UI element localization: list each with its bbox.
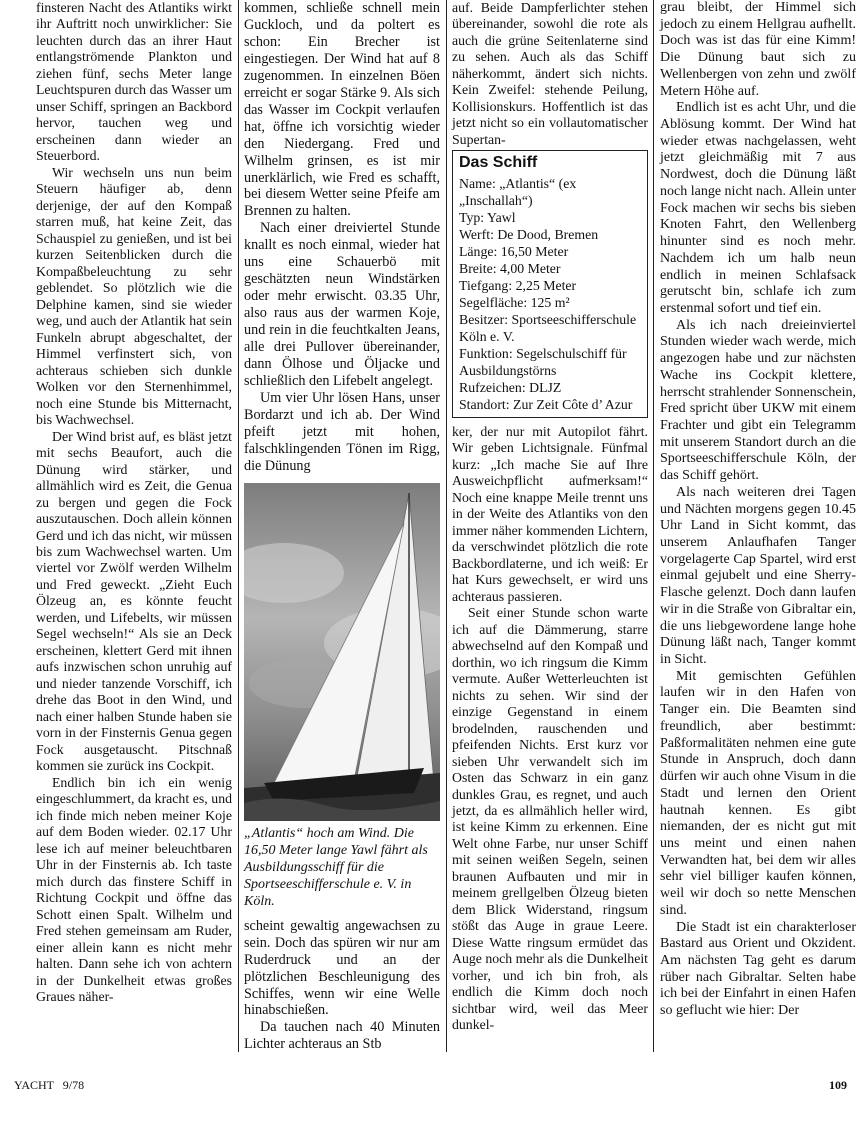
paragraph: Der Wind brist auf, es bläst jetzt mit sechs Beaufort, auch die Dünung wird stärker, und allmählich wird es Zeit, die Genua zu bergen und gegen die Fock auszutauschen. Doch allein können Gerd und ich das nicht, wir müssen bis zum Wachwechsel warten. Um viertel vor Zwölf werden Wilhelm und Fred geweckt. „Zieht Euch Ölzeug an, es könnte feucht werden, und Lifebelts, wir müssen Segel wechseln!“ Als sie an Deck erscheinen, klettert Gerd mit ihnen aufs inzwischen schon unruhig auf und nieder tanzende Vorschiff, ich drehe das Boot in den Wind, und nach einer halben Stunde haben sie vorn in der Finsternis Genua gegen Fock ausgetauscht. Pitschnaß kommen sie zurück ins Cockpit. [36,428,232,774]
column-rule [238,0,239,1052]
paragraph: ker, der nur mit Autopilot fährt. Wir geben Lichtsignale. Fünfmal kurz: „Ich mache Sie auf Ihre Ausweichpflicht aufmerksam!“ Noch eine knappe Meile trennt uns in der Weite des Atlantiks von den immer näher kommenden Lichtern, da verschwindet plötzlich die rote Backbordlaterne, und ich weiß: Er hat Kurs gewechselt, er wird uns achteraus passieren. [452,423,648,604]
issue-number: 9/78 [62,1078,85,1092]
paragraph: Nach einer dreiviertel Stunde knallt es noch einmal, wieder hat uns eine Schauerbö mit geschätzten neun Windstärken oder mehr erwischt. 03.35 Uhr, also raus aus der warmen Koje, und rein in die feuchtkalten Jeans, alle drei Pullover übereinander, dann Ölhose und Öljacke und schließlich den Lifebelt angelegt. [244,220,440,389]
paragraph: Endlich bin ich ein wenig eingeschlummert, da kracht es, und ich finde mich neben meiner Koje auf dem Boden wieder. 02.17 Uhr lese ich auf meiner beleuchtbaren Uhr in der Finsternis ab. Ich taste mich durch das finstere Schiff in Richtung Cockpit und öffne das Schott einen Spalt. Wilhelm und Fred stehen gemeinsam am Ruder, einer allein kann es nicht mehr halten. Dann sehe ich von achtern in der Dunkelheit etwas großes Graues näher- [36,774,232,1005]
info-box-title: Das Schiff [459,154,538,172]
column-rule [653,0,654,1052]
info-line: Tiefgang: 2,25 Meter [459,277,577,293]
article-column-1 [36,0,232,1006]
footer-magazine [14,1078,84,1093]
sailboat-photo [244,483,440,821]
paragraph: Als ich nach dreieinviertel Stunden wieder wach werde, mich angezogen habe und zur nächsten Wache ins Cockpit klettere, herrscht strahlender Sonnenschein, Fred spricht über UKW mit einem Frachter und gibt ein Telegramm mit unserem Standort durch an die Sportseeschifferschule Köln, der das Schiff gehört. [660,317,856,484]
article-column-4 [660,0,856,1020]
paragraph: Seit einer Stunde schon warte ich auf die Dämmerung, starre abwechselnd auf den Kompaß und dorthin, wo ich ringsum die Kimm vermute. Außer Wetterleuchten ist nichts zu sehen. Wir sind der einzige Gegenstand in einem brodelnden, rauschenden und pfeifenden Nichts. Erst kurz vor sieben Uhr verwandelt sich im Osten das Schwarz in ein ganz dunkles Grau, es regnet, und auch jetzt, da es allmählich heller wird, ist keine Kimm zu erkennen. Eine Welt ohne Farbe, nur unser Schiff mit seinen weißen Segeln, seinen braunen Aufbauten und mir in meinem grellgelben Ölzeug bieten dem Blick Widerstand, ringsum stößt das Auge in graue Leere. Diese Watte ringsum ermüdet das Auge noch mehr als die Dunkelheit vorher, und ich bin froh, als endlich die Kimm doch noch sichtbar wird, weil das Meer dunkel- [452,605,648,1033]
paragraph: Um vier Uhr lösen Hans, unser Bordarzt und ich ab. Der Wind pfeift jetzt mit hohen, falschklingenden Tönen im Rigg, die Dünung [244,389,440,474]
yawl-sailing-image [244,483,440,821]
info-line: Funktion: Segelschulschiff für Ausbildungstörns [459,345,627,378]
ship-info-box [452,150,648,417]
paragraph: Da tauchen nach 40 Minuten Lichter achteraus an Stb [244,1019,440,1053]
page-number: 109 [829,1078,847,1092]
paragraph: Die Stadt ist ein charakterloser Bastard aus Orient und Okzident. Am nächsten Tag geht es darum rüber nach Gibraltar. Selten habe ich bei der Einfahrt in einen Hafen so geflucht wie hier: Der [660,919,856,1019]
magazine-name: YACHT [14,1078,54,1092]
info-line: Name: „Atlantis“ (ex „Inschallah“) [459,175,577,208]
info-line: Besitzer: Sportseeschifferschule Köln e. V. [459,311,637,344]
article-column-2 [244,0,440,1053]
paragraph: finsteren Nacht des Atlantiks wirkt ihr Auftritt noch unwirklicher: Sie leuchten durch das an ihrer Haut entlangströmende Plankton und ziehen fünf, sechs Meter lange Leuchtspuren durch das Wasser um unser Schiff, springen an Backbord hervor, tauchen weg und erscheinen dann wieder an Steuerbord. [36,0,232,164]
paragraph: Mit gemischten Gefühlen laufen wir in den Hafen von Tanger ein. Die Beamten sind freundlich, aber bestimmt: Paßformalitäten nehmen eine gute Stunde in Anspruch, doch dann dürfen wir auch ohne Visum in die Stadt und lernen den Orient hautnah kennen. Es gibt niemanden, der es nicht gut mit uns meint und einen nahen Verwandten hat, bei dem wir alles sehr viel billiger kaufen können, weil wir doch so nette Menschen sind. [660,668,856,918]
info-line: Rufzeichen: DLJZ [459,379,562,395]
paragraph: Endlich ist es acht Uhr, und die Ablösung kommt. Der Wind hat wieder etwas nachgelassen, weht jetzt gleichmäßig mit 7 aus Nordwest, doch die Dünung läßt noch lange nicht nach. Allein unter Fock machen wir sechs bis sieben Knoten Fahrt, den Wellenberg hinunter sind es noch mehr. Nachdem ich um halb neun endlich in meinen Schlafsack gerutscht bin, schlafe ich zum erstenmal sofort und tief ein. [660,100,856,316]
info-line: Typ: Yawl [459,209,516,225]
article-column-3 [452,0,648,1034]
paragraph: grau bleibt, der Himmel sich jedoch zu einem Hellgrau aufhellt. Doch was ist das für eine Kimm! Die Dünung baut sich zu Wellenbergen von zehn und zwölf Metern Höhe auf. [660,0,856,99]
info-line: Länge: 16,50 Meter [459,243,569,259]
paragraph: auf. Beide Dampferlichter stehen übereinander, sowohl die rote als auch die grüne Seitenlaterne sind zu sehen. Auch als das Schiff näherkommt, ändert sich nichts. Kein Zweifel: stehende Peilung, Kollisionskurs. Hoffentlich ist das jetzt nicht so ein vollautomatischer Supertan- [452,0,648,147]
column-rule [446,0,447,1052]
paragraph: Wir wechseln uns nun beim Steuern häufiger ab, denn derjenige, der auf den Kompaß starren muß, hat keine Zeit, das Schauspiel zu genießen, und ist bei kurzen Seitenblicken durch die Kompaßbeleuchtung zu sehr geblendet. So plötzlich wie die Delphine kamen, sind sie wieder weg, und auch der Atlantik hat sein Funkeln abrupt abgeschaltet, der Himmel verfinstert sich, von achteraus schieben sich dunkle Wolken vor den Sternenhimmel, noch eine Stunde bis Mitternacht, bis Wachwechsel. [36,164,232,428]
info-line: Segelfläche: 125 m² [459,294,570,310]
info-line: Werft: De Dood, Bremen [459,226,599,242]
paragraph: scheint gewaltig angewachsen zu sein. Doch das spüren wir nur am Ruderdruck und an der plötzlichen Beschleunigung des Schiffes, wenn wir eine Welle hinabschießen. [244,917,440,1019]
info-line: Breite: 4,00 Meter [459,260,561,276]
photo-caption: „Atlantis“ hoch am Wind. Die 16,50 Meter lange Yawl fährt als Ausbildungsschiff für die Sportseeschifferschule e. V. in Köln. [244,825,428,909]
paragraph: Als nach weiteren drei Tagen und Nächten morgens gegen 10.45 Uhr Land in Sicht kommt, das unserem Anlaufhafen Tanger vorgelagerte Cap Spartel, wird erst einmal gejubelt und eine Sherry-Flasche gelenzt. Doch dann laufen wir in die Straße von Gibraltar ein, die uns liebgewordene lange hohe Dünung läßt nach, Tanger kommt in Sicht. [660,484,856,668]
info-line: Standort: Zur Zeit Côte d’ Azur [459,396,633,412]
paragraph: kommen, schließe schnell mein Guckloch, und da poltert es schon: Ein Brecher ist eingestiegen. Der Wind hat auf 8 zugenommen. In einzelnen Böen erreicht er sogar Stärke 9. Als sich das Wasser im Cockpit verlaufen hat, öffne ich vorsichtig wieder den Niedergang. Fred und Wilhelm grinsen, es ist mir unerklärlich, wie Fred es schafft, bei diesem Wetter seine Pfeife am Brennen zu halten. [244,0,440,220]
